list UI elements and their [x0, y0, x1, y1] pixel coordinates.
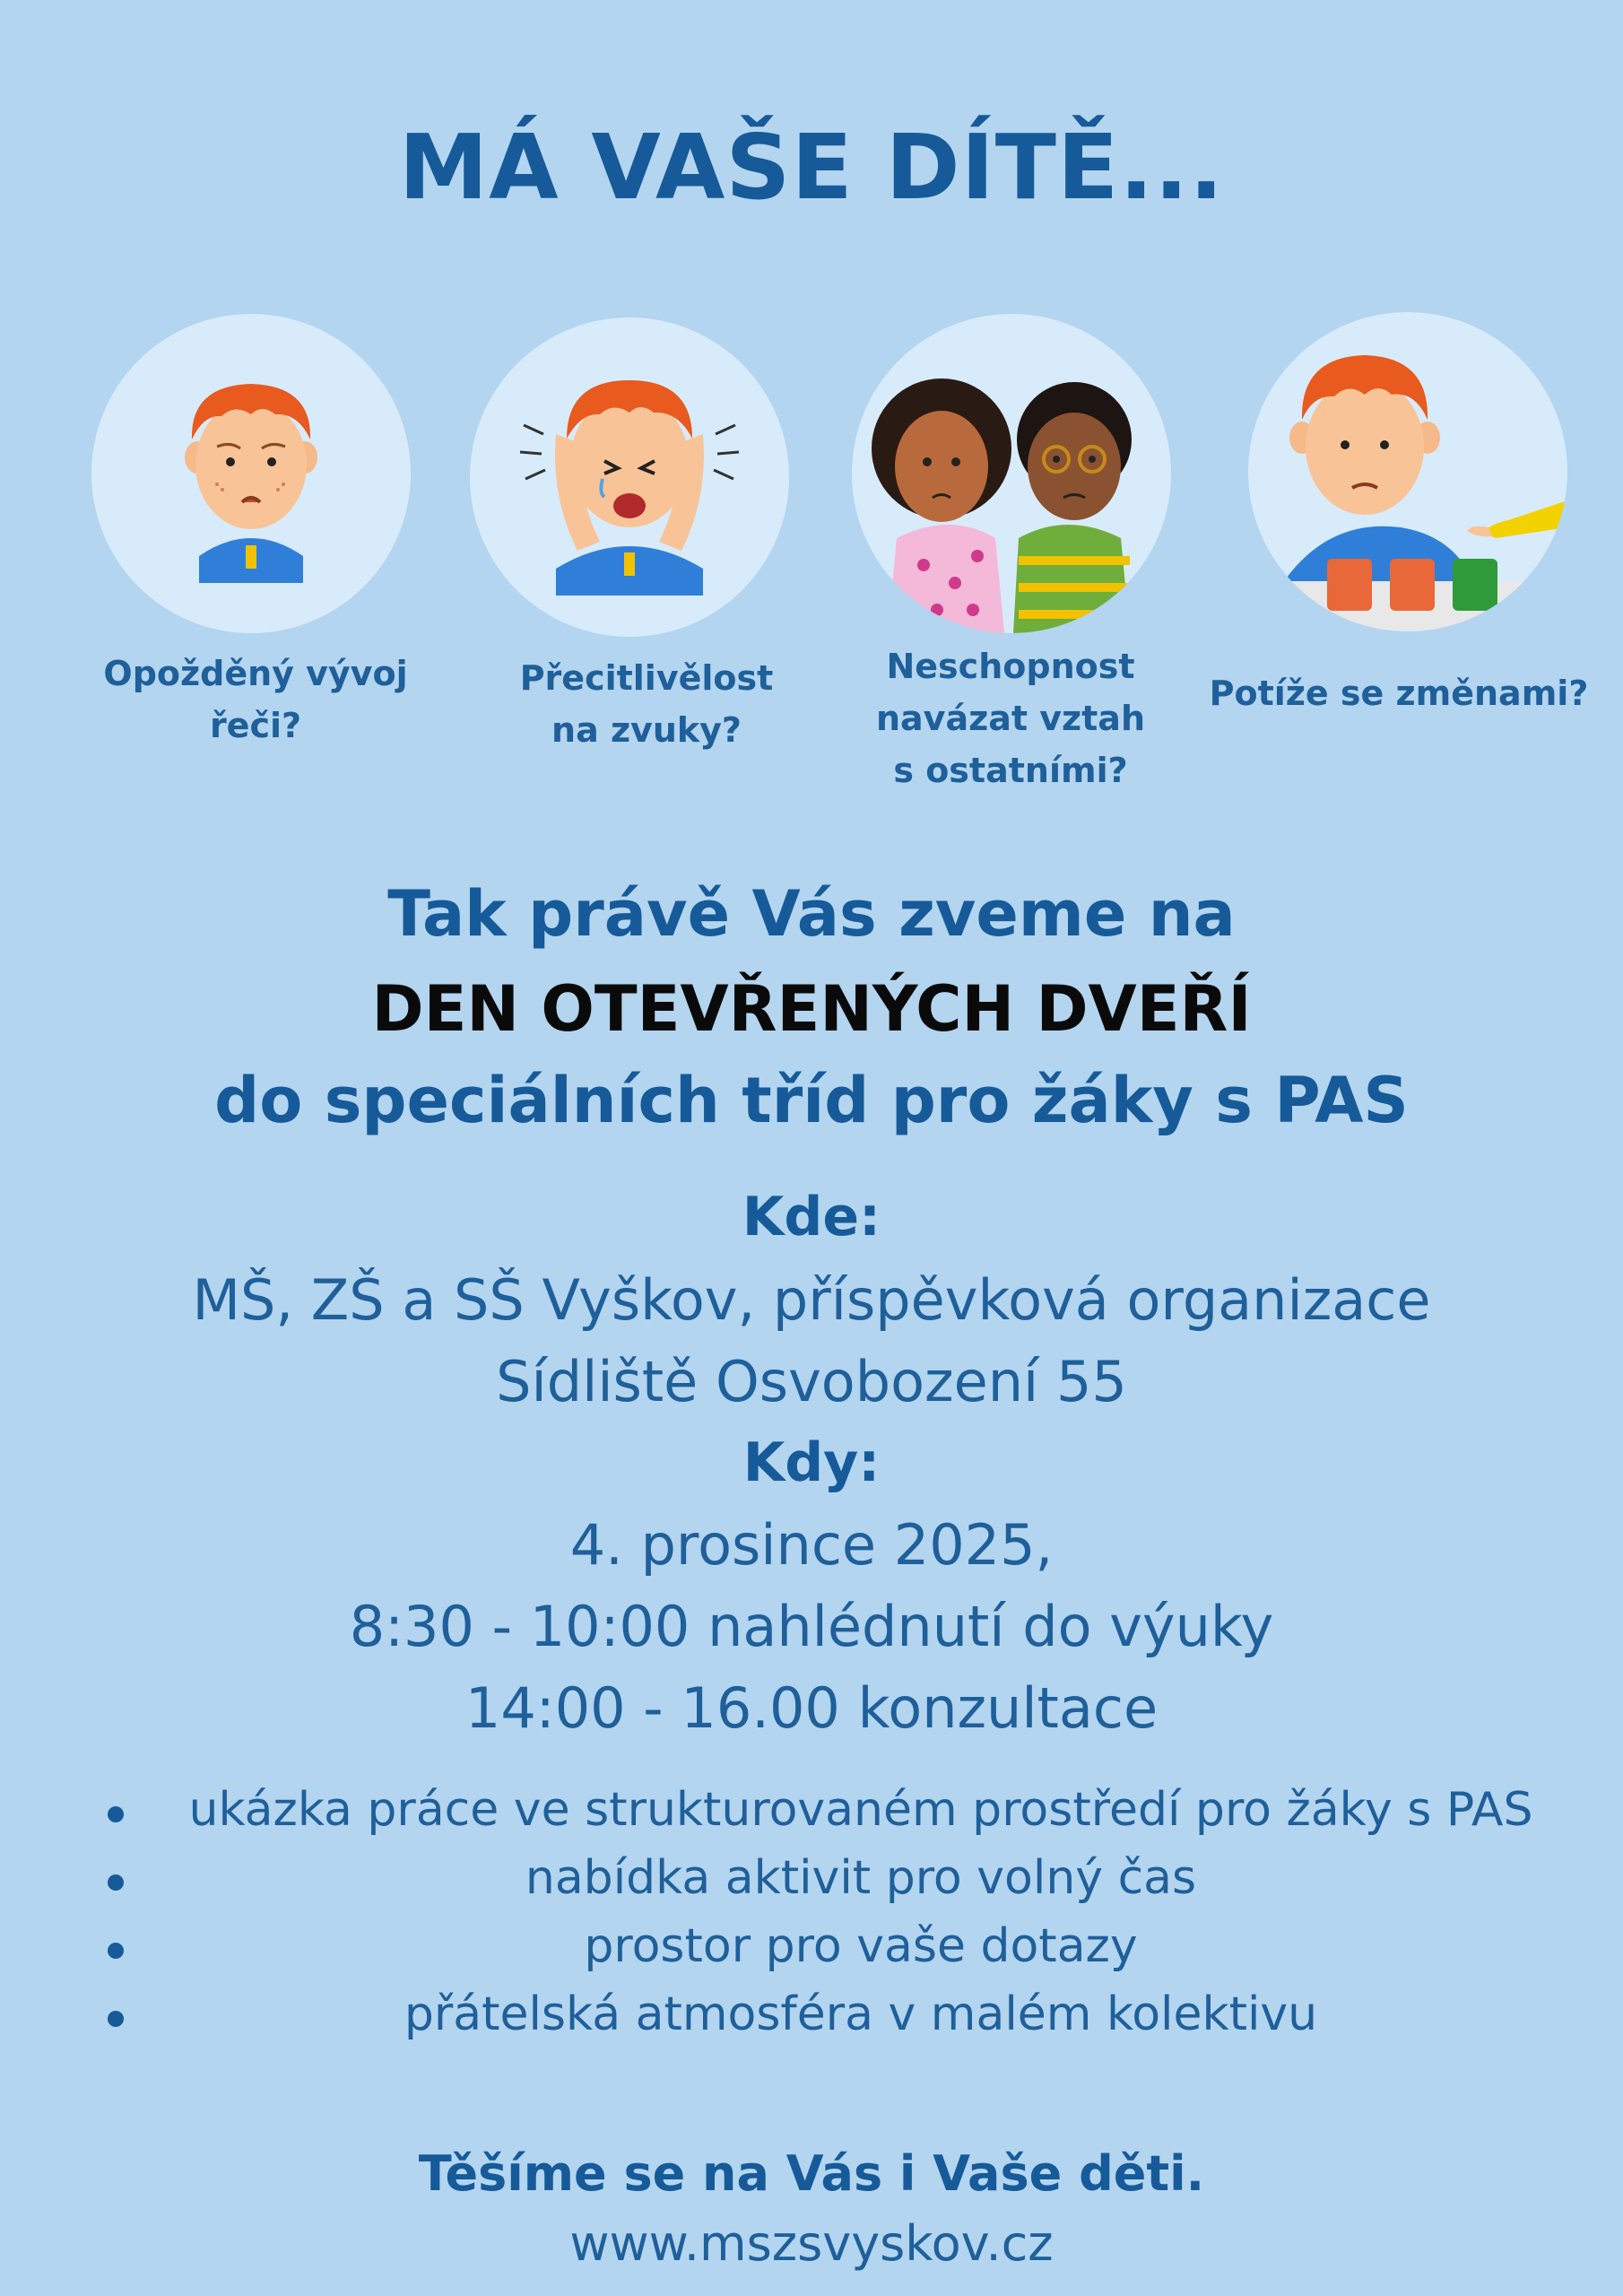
bullet-item: ukázka práce ve strukturovaném prostředí pro žáky s PAS: [188, 1783, 1533, 1837]
bullet-dot: [108, 1943, 124, 1959]
when-date: 4. prosince 2025,: [569, 1512, 1054, 1578]
boy-with-cups-icon: [1248, 312, 1567, 631]
website-link[interactable]: www.mszsvyskov.cz: [569, 2215, 1054, 2272]
two-children-icon: [852, 314, 1171, 633]
where-label: Kde:: [742, 1186, 881, 1248]
open-day-title: DEN OTEVŘENÝCH DVEŘÍ: [371, 972, 1252, 1046]
when-time-consultation: 14:00 - 16.00 konzultace: [464, 1675, 1159, 1741]
boy-covering-ears-icon: [470, 317, 789, 637]
where-address-line-1: MŠ, ZŠ a SŠ Vyškov, příspěvková organizace: [192, 1267, 1431, 1333]
page-title: MÁ VAŠE DÍTĚ...: [398, 115, 1225, 220]
bullet-item: přátelská atmosféra v malém kolektivu: [404, 1987, 1318, 2041]
when-time-lessons: 8:30 - 10:00 nahlédnutí do výuky: [349, 1594, 1274, 1659]
bullet-dot: [108, 1874, 124, 1891]
caption-sound-sensitivity: Přecitlivělost na zvuky?: [519, 658, 774, 750]
closing-text: Těšíme se na Vás i Vaše děti.: [418, 2145, 1205, 2202]
boy-worried-icon: [91, 314, 411, 633]
invitation-line-1: Tak právě Vás zveme na: [387, 877, 1236, 951]
where-address-line-2: Sídliště Osvobození 55: [496, 1349, 1127, 1414]
bullet-item: prostor pro vaše dotazy: [584, 1919, 1138, 1973]
invitation-line-3: do speciálních tříd pro žáky s PAS: [214, 1064, 1409, 1137]
caption-change-difficulty: Potíže se změnami?: [1209, 674, 1589, 713]
caption-speech-delay: Opožděný vývoj řeči?: [103, 654, 408, 745]
caption-social-difficulty: Neschopnost navázat vztah s ostatními?: [875, 647, 1145, 790]
when-label: Kdy:: [742, 1431, 881, 1494]
bullet-item: nabídka aktivit pro volný čas: [525, 1851, 1197, 1905]
bullet-dot: [108, 1806, 124, 1822]
bullet-dot: [108, 2011, 124, 2027]
